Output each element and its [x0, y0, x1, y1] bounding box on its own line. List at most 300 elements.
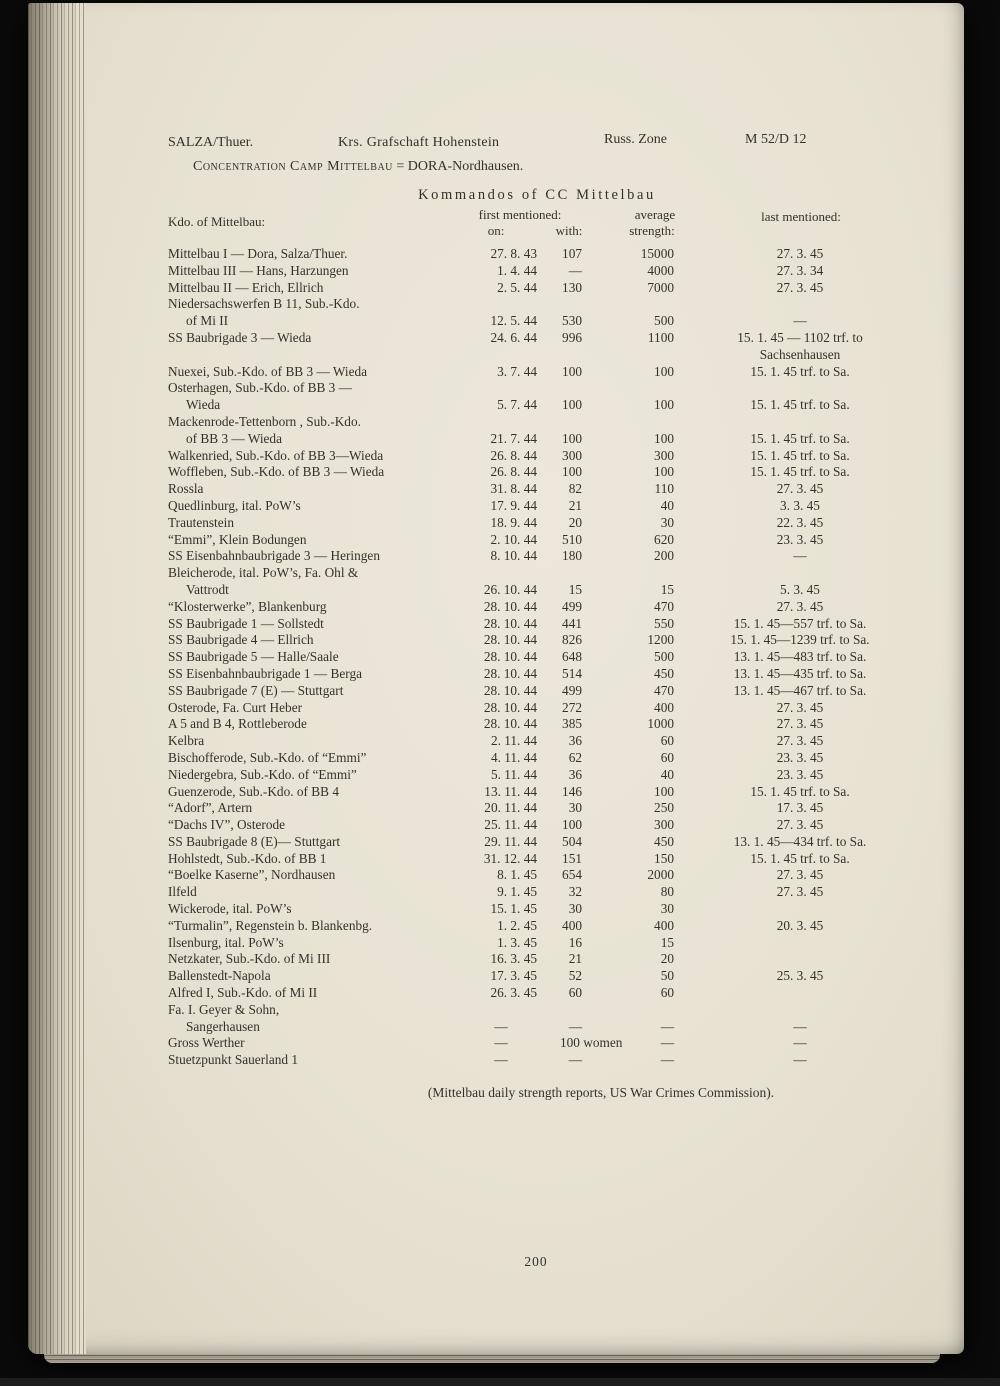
cell-on: 31. 12. 44 [483, 850, 537, 866]
cell-on: 17. 3. 45 [490, 968, 537, 984]
cell-on: 26. 8. 44 [490, 447, 537, 463]
cell-avg: 400 [654, 917, 674, 933]
table-row [168, 700, 926, 717]
cell-last [674, 985, 926, 1002]
cell-avg: 50 [660, 968, 674, 984]
cell-last: 23. 3. 45 [776, 531, 824, 547]
cell-on: 1. 4. 44 [497, 262, 537, 278]
table-row [168, 364, 926, 381]
cell-on: 27. 8. 43 [490, 246, 537, 261]
cell-last: 15. 1. 45 trf. to Sa. [750, 447, 850, 463]
cell-on: 2. 11. 44 [490, 733, 537, 749]
cell-name: Trautenstein [168, 514, 234, 530]
cell-avg: 1000 [647, 716, 674, 732]
cell-with: 100 [562, 397, 582, 413]
cell-last: 13. 1. 45—483 trf. to Sa. [733, 649, 867, 665]
cell-last: 15. 1. 45 trf. to Sa. [750, 783, 850, 799]
cell-on: 24. 6. 44 [490, 329, 537, 345]
cell-name: Osterode, Fa. Curt Heber [168, 699, 303, 715]
cell-last: 15. 1. 45 trf. to Sa. [750, 430, 850, 446]
table-row [168, 296, 926, 313]
table-row [168, 599, 926, 616]
cell-with: — [568, 262, 582, 278]
table-row [168, 968, 926, 985]
cell-last [674, 296, 926, 313]
cell-name: Mackenrode-Tettenborn , Sub.-Kdo. [168, 413, 361, 429]
cell-last: 23. 3. 45 [776, 749, 824, 765]
cell-with: — [568, 1052, 582, 1068]
cell-avg: 7000 [647, 279, 674, 295]
cell-last: 17. 3. 45 [776, 800, 824, 816]
cell-with: 180 [562, 548, 582, 564]
cell-on: 28. 10. 44 [483, 665, 537, 681]
cell-last: 15. 1. 45 trf. to Sa. [750, 850, 850, 866]
cell-avg: 300 [654, 817, 674, 833]
cell-with: — [568, 1018, 582, 1034]
cell-name: Ballenstedt-Napola [168, 968, 271, 984]
table-row [168, 548, 926, 565]
cell-with: 530 [562, 313, 582, 329]
cell-name: SS Baubrigade 4 — Ellrich [168, 632, 314, 648]
cell-name: Niedersachswerfen B 11, Sub.-Kdo. [168, 296, 360, 312]
table-row [168, 935, 926, 952]
page-stack-bottom-edges [44, 1354, 940, 1363]
cell-name: SS Baubrigade 7 (E) — Stuttgart [168, 682, 344, 698]
cell-with: 52 [568, 968, 582, 984]
cell-on: — [494, 1052, 508, 1068]
cell-last: 27. 3. 45 [776, 733, 824, 749]
cell-with: 30 [568, 901, 582, 917]
cell-name: Mittelbau III — Hans, Harzungen [168, 262, 349, 278]
cell-avg: 15 [660, 934, 674, 950]
cell-on: 29. 11. 44 [484, 833, 537, 849]
table-row [168, 733, 926, 750]
table-row [168, 918, 926, 935]
cell-name: SS Eisenbahnbaubrigade 1 — Berga [168, 665, 362, 681]
cell-name: Ilfeld [168, 884, 197, 900]
table-row [168, 246, 926, 263]
table-row [168, 632, 926, 649]
table-row [168, 1035, 926, 1052]
table-row [168, 431, 926, 448]
cell-with: 300 [562, 447, 582, 463]
table-row [168, 1052, 926, 1069]
cell-name: Niedergebra, Sub.-Kdo. of “Emmi” [168, 766, 357, 782]
cell-on [465, 347, 537, 364]
source-note: (Mittelbau daily strength reports, US War Crimes Commission). [427, 1085, 775, 1100]
table-row [168, 464, 926, 481]
cell-with: 504 [562, 833, 582, 849]
table-row [168, 330, 926, 347]
cell-name [168, 347, 465, 364]
cell-last: 27. 3. 45 [776, 884, 824, 900]
cell-name: Mittelbau II — Erich, Ellrich [168, 279, 324, 295]
cell-on: 28. 10. 44 [483, 632, 537, 648]
page-stack-left-edges [28, 3, 86, 1354]
cell-with: 146 [562, 783, 582, 799]
header-zone: Russ. Zone [604, 132, 667, 147]
cell-last: 27. 3. 45 [776, 246, 824, 261]
camp-subtitle [193, 159, 523, 175]
cell-avg: 400 [654, 699, 674, 715]
table-row [168, 767, 926, 784]
cell-on: 12. 5. 44 [490, 313, 537, 329]
cell-on: 13. 11. 44 [484, 783, 537, 799]
cell-last: 20. 3. 45 [776, 917, 824, 933]
cell-name: Sangerhausen [186, 1018, 260, 1034]
column-header-with: with: [555, 223, 583, 238]
cell-last: 27. 3. 45 [776, 867, 824, 883]
cell-avg: 100 [654, 363, 674, 379]
cell-name: Bleicherode, ital. PoW’s, Fa. Ohl & [168, 565, 359, 581]
cell-last: 27. 3. 45 [776, 699, 824, 715]
cell-on [465, 296, 537, 313]
cell-on: 31. 8. 44 [490, 481, 537, 497]
cell-with: 20 [568, 514, 582, 530]
cell-with: 60 [568, 985, 582, 1001]
book-page [28, 3, 964, 1354]
cell-avg: 200 [654, 548, 674, 564]
cell-name: SS Baubrigade 1 — Sollstedt [168, 615, 324, 631]
cell-last [674, 901, 926, 918]
cell-avg: 30 [660, 514, 674, 530]
cell-on: 28. 10. 44 [483, 716, 537, 732]
cell-avg: 450 [654, 665, 674, 681]
cell-last [674, 1002, 926, 1019]
cell-with [537, 1002, 582, 1019]
table-row [168, 515, 926, 532]
cell-avg: 620 [654, 531, 674, 547]
cell-on: 18. 9. 44 [490, 514, 537, 530]
header-district: Krs. Grafschaft Hohenstein [338, 135, 500, 150]
cell-on: 25. 11. 44 [484, 817, 537, 833]
cell-on: 28. 10. 44 [483, 682, 537, 698]
cell-with [537, 414, 582, 431]
table-row [168, 817, 926, 834]
table-row [168, 985, 926, 1002]
cell-on: 28. 10. 44 [483, 615, 537, 631]
table-row [168, 498, 926, 515]
cell-name: Mittelbau I — Dora, Salza/Thuer. [168, 246, 348, 261]
table-title: Kommandos of CC Mittelbau [418, 187, 656, 203]
cell-with: 130 [562, 279, 582, 295]
table-row [168, 716, 926, 733]
cell-avg: 2000 [647, 867, 674, 883]
cell-with: 15 [568, 581, 582, 597]
cell-on: 1. 3. 45 [497, 934, 537, 950]
cell-avg: 60 [660, 733, 674, 749]
cell-avg: 1100 [647, 329, 674, 345]
cell-last: 3. 3. 45 [780, 497, 820, 513]
cell-with: 648 [562, 649, 582, 665]
cell-name: “Dachs IV”, Osterode [168, 817, 286, 833]
column-header-kdo: Kdo. of Mittelbau: [168, 214, 266, 229]
table-row [168, 313, 926, 330]
cell-on: 15. 1. 45 [490, 901, 537, 917]
cell-name: Quedlinburg, ital. PoW’s [168, 497, 301, 513]
camp-alias: = DORA-Nordhausen. [396, 159, 524, 174]
cell-last: — [793, 1035, 807, 1051]
cell-last: 13. 1. 45—435 trf. to Sa. [733, 665, 867, 681]
header-place: SALZA/Thuer. [168, 135, 254, 150]
cell-on: 9. 1. 45 [497, 884, 537, 900]
cell-avg [582, 1002, 674, 1019]
column-header-on: on: [487, 223, 505, 238]
cell-name: Ilsenburg, ital. PoW’s [168, 934, 284, 950]
cell-with: 272 [562, 699, 582, 715]
cell-avg: 4000 [647, 262, 674, 278]
cell-last: — [793, 313, 807, 329]
cell-avg: 470 [654, 682, 674, 698]
cell-avg: 1200 [647, 632, 674, 648]
cell-avg: 550 [654, 615, 674, 631]
table-row [168, 448, 926, 465]
page-number: 200 [524, 1254, 548, 1269]
cell-with: 36 [568, 766, 582, 782]
cell-last: 23. 3. 45 [776, 766, 824, 782]
cell-name: Gross Werther [168, 1035, 245, 1051]
cell-last: 15. 1. 45—557 trf. to Sa. [733, 615, 867, 631]
table-row [168, 750, 926, 767]
cell-last [674, 380, 926, 397]
table-row [168, 347, 926, 364]
cell-avg [582, 296, 674, 313]
cell-last: 13. 1. 45—467 trf. to Sa. [733, 682, 867, 698]
table-row [168, 784, 926, 801]
cell-name: “Emmi”, Klein Bodungen [168, 531, 307, 547]
cell-name: Wieda [186, 397, 221, 413]
cell-with: 510 [562, 531, 582, 547]
cell-name: Kelbra [168, 733, 205, 749]
cell-avg: 100 [654, 397, 674, 413]
cell-on: 8. 1. 45 [497, 867, 537, 883]
cell-last: 27. 3. 45 [776, 598, 824, 614]
cell-name: SS Baubrigade 3 — Wieda [168, 329, 312, 345]
cell-last [674, 565, 926, 582]
cell-avg [582, 414, 674, 431]
cell-name: Wickerode, ital. PoW’s [168, 901, 292, 917]
cell-with: 654 [562, 867, 582, 883]
table-row [168, 397, 926, 414]
cell-with: 16 [568, 934, 582, 950]
cell-name: Nuexei, Sub.-Kdo. of BB 3 — Wieda [168, 363, 368, 379]
cell-avg: 60 [660, 985, 674, 1001]
column-header-last-mentioned: last mentioned: [761, 209, 841, 224]
table-surface [0, 1378, 1000, 1386]
cell-avg [582, 565, 674, 582]
cell-avg: 500 [654, 313, 674, 329]
table-row [168, 901, 926, 918]
cell-last [674, 951, 926, 968]
cell-on: 16. 3. 45 [490, 951, 537, 967]
cell-name: “Adorf”, Artern [168, 800, 253, 816]
cell-with: 499 [562, 598, 582, 614]
table-row [168, 280, 926, 297]
cell-on [465, 380, 537, 397]
cell-avg: 15 [660, 581, 674, 597]
cell-on: 1. 2. 45 [497, 917, 537, 933]
cell-last: — [793, 1018, 807, 1034]
cell-name: Hohlstedt, Sub.-Kdo. of BB 1 [168, 850, 327, 866]
cell-on: 2. 10. 44 [490, 531, 537, 547]
cell-last: 15. 1. 45 trf. to Sa. [750, 397, 850, 413]
cell-avg: 100 [654, 464, 674, 480]
cell-avg: 20 [660, 951, 674, 967]
table-row [168, 565, 926, 582]
table-row [168, 867, 926, 884]
cell-on: 28. 10. 44 [483, 649, 537, 665]
cell-with [537, 565, 582, 582]
cell-last: — [793, 1052, 807, 1068]
cell-on: 5. 11. 44 [490, 766, 537, 782]
cell-last: 27. 3. 45 [776, 481, 824, 497]
cell-on: 3. 7. 44 [497, 363, 537, 379]
cell-name: Netzkater, Sub.-Kdo. of Mi III [168, 951, 331, 967]
cell-with [537, 380, 582, 397]
cell-name: Osterhagen, Sub.-Kdo. of BB 3 — [168, 380, 352, 396]
table-row [168, 616, 926, 633]
cell-on: 20. 11. 44 [484, 800, 537, 816]
cell-with [537, 296, 582, 313]
cell-on: 21. 7. 44 [490, 430, 537, 446]
cell-name: “Turmalin”, Regenstein b. Blankenbg. [168, 917, 373, 933]
cell-with [537, 347, 582, 364]
table-row [168, 414, 926, 431]
cell-name: Guenzerode, Sub.-Kdo. of BB 4 [168, 783, 339, 799]
cell-with: 100 women [560, 1035, 623, 1051]
cell-last: 15. 1. 45—1239 trf. to Sa. [730, 632, 870, 648]
table-row [168, 380, 926, 397]
cell-avg: 100 [654, 783, 674, 799]
cell-avg: 15000 [640, 246, 674, 261]
cell-avg: 30 [660, 901, 674, 917]
table-row [168, 800, 926, 817]
cell-avg: 80 [660, 884, 674, 900]
table-row [168, 532, 926, 549]
table-row [168, 1002, 926, 1019]
cell-on: 28. 10. 44 [483, 598, 537, 614]
cell-on: — [494, 1018, 508, 1034]
cell-with: 100 [562, 363, 582, 379]
cell-name: A 5 and B 4, Rottleberode [168, 716, 307, 732]
cell-last: 27. 3. 45 [776, 716, 824, 732]
cell-last: 5. 3. 45 [780, 581, 820, 597]
cell-last: 15. 1. 45 trf. to Sa. [750, 464, 850, 480]
cell-with: 826 [562, 632, 582, 648]
cell-name: of BB 3 — Wieda [186, 430, 282, 446]
cell-last [674, 935, 926, 952]
table-row [168, 582, 926, 599]
cell-name: Stuetzpunkt Sauerland 1 [168, 1052, 298, 1068]
cell-avg: — [660, 1018, 674, 1034]
cell-avg: 40 [660, 497, 674, 513]
cell-on: 8. 10. 44 [490, 548, 537, 564]
cell-with: 100 [562, 817, 582, 833]
column-header-strength: strength: [629, 223, 675, 238]
cell-name: Vattrodt [186, 581, 229, 597]
cell-on: 26. 8. 44 [490, 464, 537, 480]
cell-last: 22. 3. 45 [776, 514, 824, 530]
cell-on: 26. 3. 45 [490, 985, 537, 1001]
cell-with: 996 [562, 329, 582, 345]
header-reference-code: M 52/D 12 [745, 132, 807, 147]
cell-avg: 150 [654, 850, 674, 866]
cell-name: Rossla [168, 481, 204, 497]
cell-on: 28. 10. 44 [483, 699, 537, 715]
cell-last: — [793, 548, 807, 564]
cell-name: of Mi II [186, 313, 229, 329]
table-row [168, 481, 926, 498]
table-row [168, 683, 926, 700]
cell-with: 385 [562, 716, 582, 732]
cell-with: 82 [568, 481, 582, 497]
cell-with: 100 [562, 430, 582, 446]
cell-with: 400 [562, 917, 582, 933]
cell-name: Walkenried, Sub.-Kdo. of BB 3—Wieda [168, 447, 384, 463]
cell-with: 32 [568, 884, 582, 900]
cell-last: 27. 3. 45 [776, 279, 824, 295]
cell-on [465, 414, 537, 431]
cell-on: — [494, 1035, 508, 1051]
cell-on: 4. 11. 44 [490, 749, 537, 765]
table-row [168, 649, 926, 666]
cell-avg: 470 [654, 598, 674, 614]
cell-last [674, 414, 926, 431]
cell-with: 62 [568, 749, 582, 765]
cell-last: 25. 3. 45 [776, 968, 824, 984]
cell-name: “Klosterwerke”, Blankenburg [168, 598, 327, 614]
table-row [168, 851, 926, 868]
cell-on: 2. 5. 44 [497, 279, 537, 295]
table-row [168, 1019, 926, 1036]
cell-name: Bischofferode, Sub.-Kdo. of “Emmi” [168, 749, 367, 765]
cell-name: SS Baubrigade 8 (E)— Stuttgart [168, 833, 341, 849]
cell-avg: 250 [654, 800, 674, 816]
cell-with: 21 [568, 497, 582, 513]
column-header-first-mentioned: first mentioned: [478, 207, 562, 222]
cell-on [465, 1002, 537, 1019]
cell-name: “Boelke Kaserne”, Nordhausen [168, 867, 336, 883]
cell-with: 36 [568, 733, 582, 749]
cell-avg [582, 380, 674, 397]
cell-last: 15. 1. 45 — 1102 trf. to [737, 329, 863, 345]
cell-name: Woffleben, Sub.-Kdo. of BB 3 — Wieda [168, 464, 385, 480]
cell-avg [582, 347, 674, 364]
table-row [168, 263, 926, 280]
cell-name: SS Baubrigade 5 — Halle/Saale [168, 649, 339, 665]
cell-with: 514 [562, 665, 582, 681]
cell-last: 27. 3. 34 [776, 262, 824, 278]
cell-last: 13. 1. 45—434 trf. to Sa. [733, 833, 867, 849]
cell-avg: — [660, 1035, 674, 1051]
cell-last: Sachsenhausen [759, 346, 841, 362]
cell-avg: 100 [654, 430, 674, 446]
cell-avg: 60 [660, 749, 674, 765]
cell-on: 5. 7. 44 [497, 397, 537, 413]
cell-on: 26. 10. 44 [483, 581, 537, 597]
cell-with: 151 [562, 850, 582, 866]
cell-avg: 500 [654, 649, 674, 665]
cell-name: Alfred I, Sub.-Kdo. of Mi II [168, 985, 318, 1001]
cell-with: 499 [562, 682, 582, 698]
cell-on: 17. 9. 44 [490, 497, 537, 513]
column-header-average: average [634, 207, 676, 222]
cell-with: 30 [568, 800, 582, 816]
table-row [168, 666, 926, 683]
cell-avg: 450 [654, 833, 674, 849]
cell-with: 441 [562, 615, 582, 631]
cell-last: 15. 1. 45 trf. to Sa. [750, 363, 850, 379]
